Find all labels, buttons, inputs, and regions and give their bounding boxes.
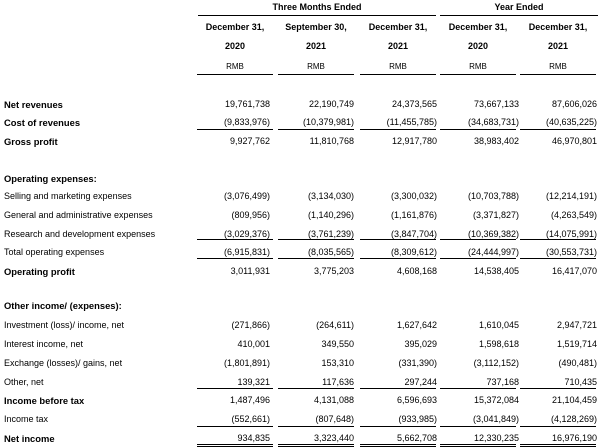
row-value: (4,263,549) <box>550 210 597 220</box>
header-group-rule <box>440 15 598 16</box>
row-label: Other income/ (expenses): <box>4 300 122 311</box>
row-value: 1,487,496 <box>229 395 270 405</box>
row-value: (3,029,376) <box>223 229 270 239</box>
row-value: 117,636 <box>322 377 354 387</box>
row-value: 15,372,084 <box>473 395 519 405</box>
subtotal-rule <box>520 129 596 130</box>
row-value: (809,956) <box>231 210 270 220</box>
subtotal-rule <box>440 239 516 240</box>
row-value: (933,985) <box>398 414 437 424</box>
row-value: (4,128,269) <box>550 414 597 424</box>
row-value: (6,915,831) <box>223 247 270 257</box>
column-header-year: 2020 <box>224 41 246 51</box>
row-label: Net revenues <box>4 99 63 110</box>
subtotal-rule <box>520 388 596 389</box>
row-label: Selling and marketing expenses <box>4 191 132 201</box>
column-header-rule <box>440 74 516 75</box>
row-value: 1,610,045 <box>478 320 519 330</box>
row-value: 4,608,168 <box>396 266 437 276</box>
row-value: 297,244 <box>404 377 437 387</box>
row-value: 73,667,133 <box>473 99 519 109</box>
subtotal-rule <box>197 258 273 259</box>
row-value: (34,683,731) <box>467 117 519 127</box>
row-value: (1,801,891) <box>223 358 270 368</box>
column-header-rule <box>360 74 436 75</box>
row-label: Research and development expenses <box>4 229 156 239</box>
row-label: Operating expenses: <box>4 173 97 184</box>
subtotal-rule <box>278 258 354 259</box>
row-label: General and administrative expenses <box>4 210 153 220</box>
row-value: 21,104,459 <box>551 395 597 405</box>
row-value: (807,648) <box>315 414 354 424</box>
row-value: (490,481) <box>558 358 597 368</box>
row-value: (3,112,152) <box>473 358 519 368</box>
row-value: 139,321 <box>237 377 270 387</box>
subtotal-rule <box>197 239 273 240</box>
subtotal-rule <box>440 129 516 130</box>
column-header-unit: RMB <box>469 62 487 71</box>
row-label: Income before tax <box>4 395 85 406</box>
row-value: 11,810,768 <box>309 136 354 146</box>
row-value: 1,598,618 <box>478 339 519 349</box>
subtotal-rule <box>440 258 516 259</box>
row-value: 5,662,708 <box>396 433 437 443</box>
row-value: (8,035,565) <box>307 247 354 257</box>
row-label: Investment (loss)/ income, net <box>4 320 125 330</box>
row-value: (12,214,191) <box>545 191 597 201</box>
subtotal-rule <box>278 239 354 240</box>
row-value: (3,300,032) <box>390 191 437 201</box>
row-value: 737,168 <box>486 377 519 387</box>
header-group-three-months: Three Months Ended <box>272 2 362 12</box>
row-value: (271,866) <box>231 320 270 330</box>
column-header-date: December 31, <box>368 22 428 32</box>
subtotal-rule <box>520 426 596 427</box>
row-value: (10,703,788) <box>467 191 519 201</box>
row-value: (3,134,030) <box>307 191 354 201</box>
row-value: 19,761,738 <box>224 99 270 109</box>
subtotal-rule <box>360 258 436 259</box>
total-double-rule <box>197 444 273 445</box>
subtotal-rule <box>360 388 436 389</box>
row-value: 12,917,780 <box>391 136 437 146</box>
row-value: (1,161,876) <box>390 210 437 220</box>
column-header-date: December 31, <box>205 22 265 32</box>
row-value: 395,029 <box>404 339 437 349</box>
row-label: Cost of revenues <box>4 117 81 128</box>
subtotal-rule <box>360 129 436 130</box>
row-value: (40,635,225) <box>545 117 597 127</box>
row-value: 349,550 <box>321 339 354 349</box>
row-value: (24,444,997) <box>467 247 519 257</box>
subtotal-rule <box>197 129 273 130</box>
column-header-unit: RMB <box>226 62 244 71</box>
row-value: 22,190,749 <box>308 99 354 109</box>
row-label: Income tax <box>4 414 49 424</box>
row-value: (10,369,382) <box>467 229 519 239</box>
column-header-rule <box>197 74 273 75</box>
column-header-date: December 31, <box>448 22 508 32</box>
row-label: Other, net <box>4 377 44 387</box>
row-label: Gross profit <box>4 136 58 147</box>
row-value: 4,131,088 <box>313 395 354 405</box>
row-label: Exchange (losses)/ gains, net <box>4 358 123 368</box>
column-header-rule <box>278 74 354 75</box>
row-value: 9,927,762 <box>229 136 270 146</box>
row-value: 87,606,026 <box>551 99 597 109</box>
row-value: (3,371,827) <box>472 210 519 220</box>
total-double-rule <box>520 444 596 445</box>
row-value: 12,330,235 <box>473 433 519 443</box>
row-value: 1,519,714 <box>556 339 597 349</box>
subtotal-rule <box>197 388 273 389</box>
column-header-year: 2021 <box>547 41 569 51</box>
row-value: (11,455,785) <box>386 117 437 127</box>
column-header-date: September 30, <box>285 22 347 32</box>
row-value: 1,627,642 <box>396 320 437 330</box>
column-header-unit: RMB <box>389 62 407 71</box>
column-header-year: 2021 <box>387 41 409 51</box>
subtotal-rule <box>440 426 516 427</box>
row-value: (1,140,296) <box>307 210 354 220</box>
row-label: Total operating expenses <box>4 247 105 257</box>
row-label: Operating profit <box>4 266 75 277</box>
row-value: 153,310 <box>321 358 354 368</box>
subtotal-rule <box>278 129 354 130</box>
total-double-rule <box>440 444 516 445</box>
total-double-rule <box>360 444 436 445</box>
row-value: (3,761,239) <box>307 229 354 239</box>
subtotal-rule <box>440 388 516 389</box>
subtotal-rule <box>278 388 354 389</box>
row-value: 14,538,405 <box>473 266 519 276</box>
row-value: (3,076,499) <box>223 191 270 201</box>
column-header-date: December 31, <box>528 22 588 32</box>
row-value: (14,075,991) <box>545 229 597 239</box>
subtotal-rule <box>360 426 436 427</box>
column-header-year: 2020 <box>467 41 489 51</box>
row-value: (8,309,612) <box>390 247 437 257</box>
subtotal-rule <box>197 426 273 427</box>
row-label: Interest income, net <box>4 339 84 349</box>
row-label: Net income <box>4 433 55 444</box>
row-value: (552,661) <box>231 414 270 424</box>
column-header-unit: RMB <box>307 62 325 71</box>
row-value: 3,011,931 <box>230 266 270 276</box>
row-value: (3,041,849) <box>472 414 519 424</box>
row-value: (30,553,731) <box>545 247 597 257</box>
row-value: 16,976,190 <box>551 433 597 443</box>
total-double-rule <box>278 444 354 445</box>
row-value: (3,847,704) <box>390 229 437 239</box>
row-value: (9,833,976) <box>223 117 270 127</box>
column-header-year: 2021 <box>305 41 327 51</box>
row-value: (331,390) <box>398 358 437 368</box>
row-value: 3,775,203 <box>313 266 354 276</box>
row-value: 16,417,070 <box>551 266 597 276</box>
row-value: 710,435 <box>564 377 597 387</box>
row-value: 38,983,402 <box>473 136 519 146</box>
subtotal-rule <box>520 258 596 259</box>
row-value: 410,001 <box>237 339 270 349</box>
row-value: 24,373,565 <box>391 99 437 109</box>
row-value: 6,596,693 <box>396 395 437 405</box>
header-group-year: Year Ended <box>494 2 544 12</box>
row-value: 934,835 <box>237 433 270 443</box>
row-value: (264,611) <box>316 320 354 330</box>
row-value: 2,947,721 <box>556 320 597 330</box>
subtotal-rule <box>520 239 596 240</box>
subtotal-rule <box>278 426 354 427</box>
header-group-rule <box>198 15 436 16</box>
row-value: 46,970,801 <box>551 136 597 146</box>
row-value: (10,379,981) <box>302 117 354 127</box>
column-header-rule <box>520 74 596 75</box>
column-header-unit: RMB <box>549 62 567 71</box>
row-value: 3,323,440 <box>313 433 354 443</box>
subtotal-rule <box>360 239 436 240</box>
